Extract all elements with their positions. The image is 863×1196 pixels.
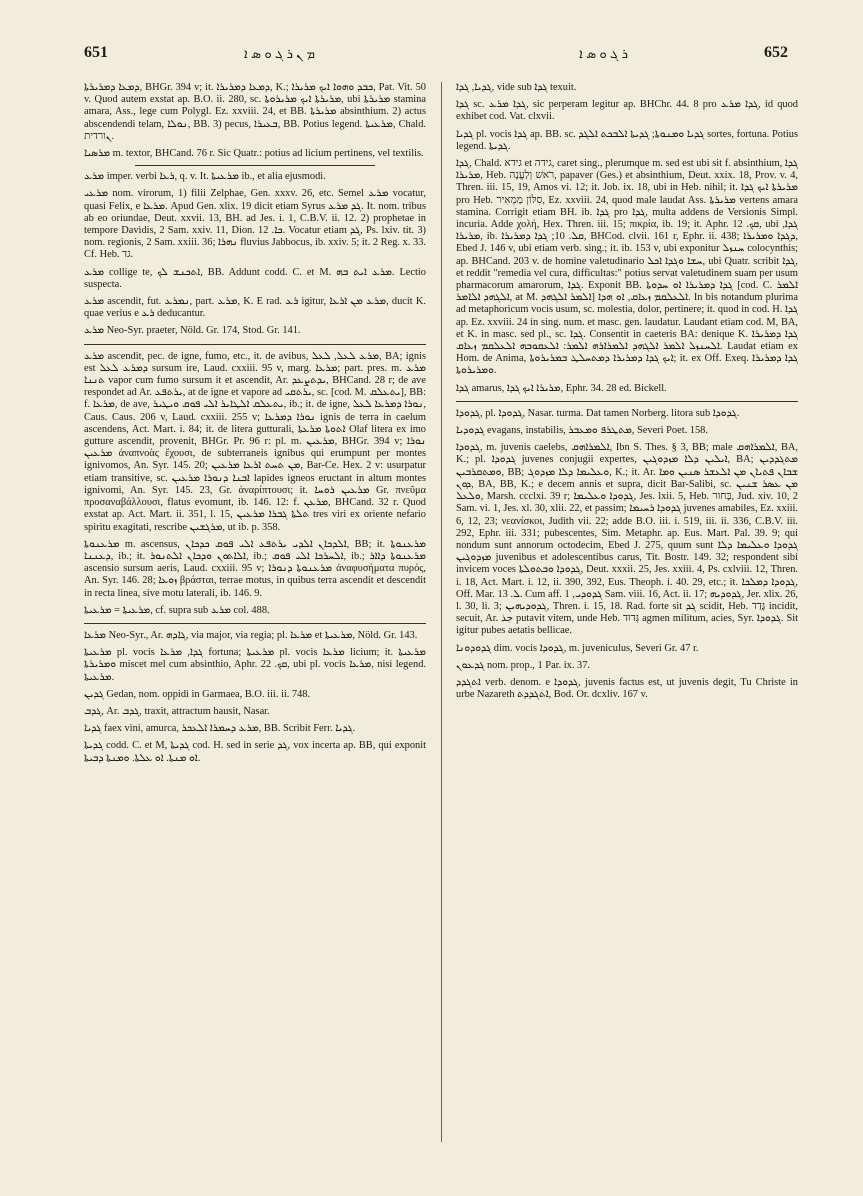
page-number-right: 652 (764, 44, 788, 61)
entry: ܓܕܘܕܐ, pl. ܓܕܘܕܐ, Nasar. turma. Dat tamen Norberg. litora sub ܓܕܘܕܐ. (456, 407, 740, 419)
entry: ܡܪܥ collige te, ܐܬܟܢܫ ܠܟ, BB. Addunt codd. C. et M. ܡܪܥ ܐܝܬ ܒܗ. Lectio suspecta. (84, 266, 426, 290)
entry: ܡܪܥܝܬܐ = ܡܪܥܝܬܐ, cf. supra sub ܡܪܥ col. 488. (84, 604, 270, 616)
running-head-left: ܡ ܢ ܪ ܓ ܘ ܣ ܐ (244, 46, 315, 61)
entry: ܡܪܥ Neo-Syr. praeter, Nöld. Gr. 174, Stod. Gr. 141. (84, 325, 301, 337)
entry: ܓܕܝܐ pl. vocis ܓܕܐ ap. BB. sc. ܓܕܝܐ ܘܡܢܘܬܐ; ܓܕܝܬܐ ܐܠܒܟܬ ܐܠܓܕ sortes, fortuna. Potius legend. ܓܕܝܬܐ. (456, 128, 798, 152)
entry: ܓܕܐ amarus, ܡܪܝܪܐ ܐܝܟ ܓܕܐ, Ephr. 34. 28 ed. Bickell. (456, 382, 667, 394)
entry: ܡܪܥܢܘܬܐ m. ascensus, ܐܠܕܟܐܢ ܐܠܕܝ ܝܪܬܦܥ ܐܠܝ ܦܘܩ ܟܕܟܐܢ, BB; it. ܡܪܥܢܘܬܐ ܕܥܢܢܐ, ib.; it. ܐܠܐܬܘܢ ܘܕܟܐܢ ܐܠܬܢܘܪ, ib.; ܐܠܚܪܟܐ ܐܠܝ ܦܘܩ, ib.; ܡܪܥܢܘܬܐ ܕܐܐܪ ascensio sursum aeris, Laud. cxxiii. 95 v; ܡܪܥܢܘܬܐ ܕܢܘܪܐ ἀναφυσήματα πυρός, An. Syr. 146. 28; ܙܘܥܐ βράσται, terrae motus, in quibus terra ascendit et descendit in recta linea, sive motu laterali, ib. 146. 9. (84, 538, 426, 599)
running-head-right: ܪ ܓ ܘ ܣ ܐ (579, 46, 628, 61)
entry: ܓܕܘܕܐ, m. juvenis caelebs, ܐܠܡܪܐܗܩ, Ibn S. Thes. § 3, BB; male ܐܠܡܪܐܗܩ, BA, K.; pl. ܓܕܘܕܐ juvenes conjugii expertes, ܐܝܠܝܢ ܕܠܐ ܡܙܕܘܓܝܢ, BA; ܡܬܓܕܕܝܢ ܘܡܬܩܪܒܝܢ, BB; ܘܥܠܝܡܐ ܕܠܐ ܡܙܕܘܓ, K.; it. Ar. ܫܒܐܢ ܦܬܝܐܢ ܡܢ ܐܠܥܫܪ ܣܢܝܢ ܘܡܐ ܕܘܢ, BA, BB, K.; e decem annis et supra, dicit Bar-Salibi, sc. ܡܢ ܥܣܪ ܫܢܝܢ ܘܠܥܠ, Marsh. ccclxi. 39 r; ܓܕܘܕܐ ܘܥܠܝܡܐ, Jes. lxii. 5, Heb. בָּחוּר, Jud. xiv. 10, 2 Sam. vi. 1, Jes. xl. 30, xlii. 22, et passim; ܓܕܘܕܐ ܪܚܝܡܐ juvenes amabiles, Ez. xxiii. 6, 12, 23; νεανίσκοι, Judith vii. 22; adde B.O. iii. i. 519, iii. ii. 336, C.B.V. iii. 292, Ephr. iii. 331; pubescentes, Sim. Metaphr. ap. Eus. Mart. Pal. 39. 9; qui nondum sunt annorum octodecim, Ebed J. 275, quum sunt ܓܕܘܕܐ ܘܥܠܝܡܐ ܕܠܐ ܡܙܕܘܓܝܢ juvenibus et adolescentibus carus, Tit. Bostr. 149. 32; respondent sibi invicem voces ܓܕܘܕܐ ܘܒܬܘܠܬܐ, Deut. xxxii. 25, Jes. xxiii. 4, Ps. cxlviii. 12, Thren. i. 18, Act. Mart. i. 12, ii. 390, 392, Eus. Theoph. i. 40. 29, etc.; it. ܓܕܘܕܐ ܕܡܠܟܐ, Off. Mar. ܠ. 13. Cum aff. ܓܕܘܕܝ, 1 Sam. viii. 16, Act. ii. 17; ܓܕܘܕܝܗ, Jer. xlix. 26, l. 30, li. 3; ܓܕܘܕܝܗܝܢ, Thren. i. 15, 18. Rad. forte sit ܓܕ scidit, Heb. גָּדַד incidit, secuit, Ar. جذ putavit vitem, unde Heb. גְּדוּד agmen militum, acies, Syr. ܓܕܘܕܐ. Sit igitur pubes aetatis bellicae. (456, 442, 798, 637)
entry: ܓܕܝܐ, ܓܕܐ, vide sub ܓܕܐ texuit. (456, 82, 577, 93)
entry: ܓܕܘܕܘܢܐ dim. vocis ܓܕܘܕܐ, m. juveniculus, Severi Gr. 47 r. (456, 642, 699, 654)
page-header (84, 44, 788, 66)
entry: ܓܕܐ sc. ܓܕܐ ܡܪܥ, sic perperam legitur ap. BHChr. 44. 8 pro ܓܕܐ ܡܪܥ, id quod exhibet cod. Vat. clxvii. (456, 99, 798, 123)
entry: ܓܕܝܬܐ codd. C. et M, ܓܕܝܬܐ cod. H. sed in serie ܓܕ, vox incerta ap. BB, qui exponit ܐܘ ܡܢܬܐ. ܐܘ ܥܠܬܐ. ܘܡܢܬܐ ܕܒܝܬܐ. (84, 740, 426, 764)
entry: ܡܪܥܝܬܐ pl. vocis ܓܕܐ, ܡܪܥܐ fortuna; ܡܪܥܝܬܐ pl. vocis ܡܪܥܐ licium; it. ܡܪܥܝܬܐ ܘܡܪܝܪܬܐ miscet mel cum absinthio, Aphr. ܩܟ. 22, ubi pl. vocis ܡܪܥܐ, nisi legend. ܡܪܥܝܬܐ. (84, 647, 426, 683)
left-column (84, 82, 426, 1142)
entry: ܡܪܥ ascendit, fut. ܢܡܪܥ, part. ܡܪܥ, K. E rad. ܪܥ igitur, ܡܪܥ ܡܢ ܐܪܥܐ, ducit K. quae verius e ܪܥ deducantur. (84, 296, 426, 320)
section-divider (84, 344, 426, 345)
entry-divider (135, 165, 374, 166)
right-column (456, 82, 798, 1142)
entry: ܡܪܥ ascendit, pec. de igne, fumo, etc., it. de avibus, ܡܪܥ ܠܥܠ, ܠܥܠ, BA; ignis est ܕܡܪܥ ܠܥܠ sursum ire, Laud. cxxiii. 95 v, marg. ܡܪܥܐ; part. pres. m. ܡܪܥ ܬܢܢܐ vapor cum fumo sursum it et ascendit, Ar. ܝܕܬܨܥܕ, BHCand. 28 r; de ave respondet ad Ar. ܝܪܬܦܥ, at de igne et vapore ad ܝܪܬܩܝ, sc. [cod. M. ܝܬܥܠܩ], BB: f. ܡܪܥܐ, de ave, ܝܬܥܠܩ ܐܠܛܐܝܪ ܐܠܝ ܦܘܩ ܘܝܛܝܪ, ib.; it. de igne, ܢܘܪܐ ܕܡܪܥܐ ܠܥܠ, Caus. Caus. 206 v, Laud. cxxiii. 255 v; ܢܘܪܐ ܕܡܪܥܐ ignis de terra in caelum ascendens, Act. Mart. i. 84; it. de litera gutturali, ܐܬܘܬܐ ܡܪܥܬܐ Olaf litera ex imo gutture ascendit, provenit, BHGr. Pr. 96 r: pl. m. ܡܪܥܝܢ, BHGr. 394 v; ܢܘܪܐ ܡܪܥܝܢ ἀναπνοὰς ἔχουσι, de subterraneis ignibus qui erumpunt per montes ignivomos, An. Syr. 145. 20; ܡܢ ܬܚܬ ܐܪܥܐ ܡܪܥܝܢ, Bar-Ce. Hex. 2 v: usurpatur etiam transitive, sc. ܐܒܢܐ ܕܢܘܪܐ ܡܪܥܝܢ lapides igneos eructant in altum montes ignivomi, An. Syr. 145. 23, Gr. ἀναρίπτουσι; it. ܡܪܥܝܢ ܪܘܚܐ Gr. πνεῦμα προσαναβάλλουσι, flatus evomunt, ib. 146. 12: f. ܡܪܥܢ, BHCand. 32 r. Quod exstat ap. Act. Mart. ii. 351, l. 15, ܬܠܬܐ ܓܒܪܐ ܡܪܥܝܢ tres viri ex oriente nefario spiritu exagitati, rescribe ܡܪܓܫܝܢ, ut ib. p. 358. (84, 350, 426, 533)
entry: ܡܪܥܐ Neo-Syr., Ar. ܓܐܕܗ, via major, via regia; pl. ܡܪܥܐ et ܡܪܥܝܬܐ, Nöld. Gr. 143. (84, 629, 418, 641)
section-divider (84, 623, 426, 624)
entry: ܓܕܒ, Ar. ܓܕܒ, traxit, attractum hausit, Nasar. (84, 705, 270, 717)
entry: ܓܕܝܢ Gedan, nom. oppidi in Garmaea, B.O. iii. ii. 748. (84, 688, 311, 700)
page-number-left: 651 (84, 44, 108, 61)
entry: ܡܪܥܝ nom. virorum, 1) filii Zelphae, Gen. xxxv. 26, etc. Semel ܡܪܥ vocatur, quasi Felix, e ܡܪܥܐ. Apud Gen. xlix. 19 dicit etiam Syrus ܓܕ ܡܪܥ. It. nom. tribus ab eo oriundae, Deut. xxvii. 13, BH. ad Jes. i. 1, C.B.V. ii. 12. 2) prophetae in tempore Davidis, 2 Sam. xxiv. 11, Dion. ܟܐ. 12. Vocatur etiam ܓܕ, Ps. lxiv. tit. 3) nom. regionis, 2 Sam. xxiii. 36; ܢܗܪܐ fluvius Jabbocus, ib. xxiv. 5; it. 2 Reg. x. 33. Cf. Heb. גד. (84, 188, 426, 261)
entry: ܓܕܝܐ faex vini, amurca, ܡܪܥ ܕܚܡܪܐ ܐܠܥܟܪ, BB. Scribit Ferr. ܓܕܝܐ. (84, 723, 356, 735)
entry: ܡܪܣܝܐ m. textor, BHCand. 76 r. Sic Quatr.: potius ad licium pertinens, vel textilis. (84, 148, 424, 160)
entry: ܓܕܘܕܝܐ evagans, instabilis, ܡܬܛܪܦ ܘܡܥܒܪ, Severi Poet. 158. (456, 425, 708, 437)
entry: ܕܡܥܐ ܕܡܪܝܪܬܐ, BHGr. 394 v; it. ܕܡܥܐ ܕܡܪܝܪܐ, K.; ܟܒܕ ܘܗܘܐ ܐܝܟ ܡܪܝܪܐ, Pat. Vit. 50 v. Quod autem exstat ap. B.O. ii. 280, sc. ܡܪܝܪܬܐ ܐܝܟ ܡܪܝܪܘܬܐ, ubi ܡܪܝܪܬܐ stamina amara, Ass., lege cum Polygl. Ez. xxviii. 24, et BB. ܡܪܝܪܬܐ absinthium. 2) actus abscendendi telam, ܢܘܠܐ, BB. 3) pecus, ܒܥܝܪܐ, BB. Potius legend. ܡܪܥܝܬܐ, Chald. ܢורדית. (84, 82, 426, 142)
entry: ܓܕܥܘܢ nom. prop., 1 Par. ix. 37. (456, 659, 591, 671)
entry: ܓܕܐ, Chald. גידא et גידה, caret sing., plerumque m. sed est ubi sit f. absinthium, ܓܕܐ ܡܪܝܪܐ, Heb. רֹאשׁ וְלַעֲנָה, papaver (Ges.) et absinthium, Deut. xxix. 18, Prov. v. 4, Thren. iii. 15, 19, Amos vi. 12; it. Job. ix. 18, ubi in Heb. nihil; it. ܡܪܝܪܬܐ ܐܝܟ ܓܕܐ pro Heb. סִלּוֹן מַמְאִיר, Ez. xxviii. 24, quod male laudat Ass. ܡܪܝܪܬܐ vertens amara stamina. Corrigit etiam BH. ib. ܓܕܐ pro ܓܕܐ, multa addens de Versionis Simpl. incuria. Adde χολή, Hex. Thren. iii. 15; πικρία, ib. 19; it. Aphr. ܩܟ. 12, ubi ܓܕܐ, ܡܪܝܪܐ, ib. ܩܠ. 10; ܓܕܐ ܕܡܪܝܪܐ, BHCod. clvii. 161 r, Ephr. ii. 438; ܕܓܕܐ ܘܡܪܝܪܐ, Ebed J. 146 v, ubi etiam verb. sing.; it. ib. 153 v, ubi exponitur ܚܢܙܠ colocynthis; ap. BHCand. 203 v. de homine valetudinario ܚܫܐ ܘܓܕܐ ܐܟܠ, ubi Quatr. scribit ܓܕܐ, et reddit "remedia vel cura, difficultas:" potius servat valetudinem suam per usum pharmacorum amarorum, ܓܕܐ. Exponit BB. ܓܕܐ ܕܡܪܝܪܐ ܐܘ ܚܕܘܬܐ [cod. C. ܐܠܡܪ ܐܠܓܗܕ ܐܠܐܡܪ, at M. ܐܠܡܪ ܐܠܓܗܕ] ܐܠܥܠܩܡ ܙܥܐܩ, ܐܘ ܗܕܐ. In bis notandum plurima ad metaphoricum vocis usum, sc. molestia, dolor, pertinere; it. quod in cod. H. ܓܕܐ ap. Ez. xxviii. 24 in sing. num. et masc. gen. laudatur. Laudant etiam cod. M, BA, et K. in masc. sed pl., sc. ܓܕܐ. Consentit in caeteris BA: denique K. ܓܕܐ ܕܡܪܝܪܐ ܐܠܚܢܙܠ ܐܠܡܪ ܐܠܓܗܕ ܐܠܡܪܐܪܗ ܐܠܡܪ: ܐܠܥܩܘܒܗ ܐܠܥܠܩܡ ܙܥܐܩ. Laudat etiam ex Hom. de Anima, ܐܝܟ ܓܕܐ ܕܡܪܝܪܐ ܕܡܬܚܠܛ ܒܡܪܝܪܘܬܐ; it. ex Off. Exeq. ܓܕܐ ܕܡܪܝܪܐ ܘܡܪܝܪܘܬܐ. (456, 158, 798, 377)
entry: ܡܪܥ imper. verbi ܪܥܐ, q. v. It. ܡܪܥܝܬܐ ib., et alia ejusmodi. (84, 171, 326, 183)
entry: ܐܬܓܕܕ verb. denom. e ܓܕܘܕܐ, juvenis factus est, ut juvenis degit, Tu Christe in urbe Nazareth ܐܬܓܕܕܬ, Bod. Or. dcxliv. 167 v. (456, 676, 798, 701)
section-divider (456, 401, 798, 402)
column-divider (441, 82, 442, 1142)
